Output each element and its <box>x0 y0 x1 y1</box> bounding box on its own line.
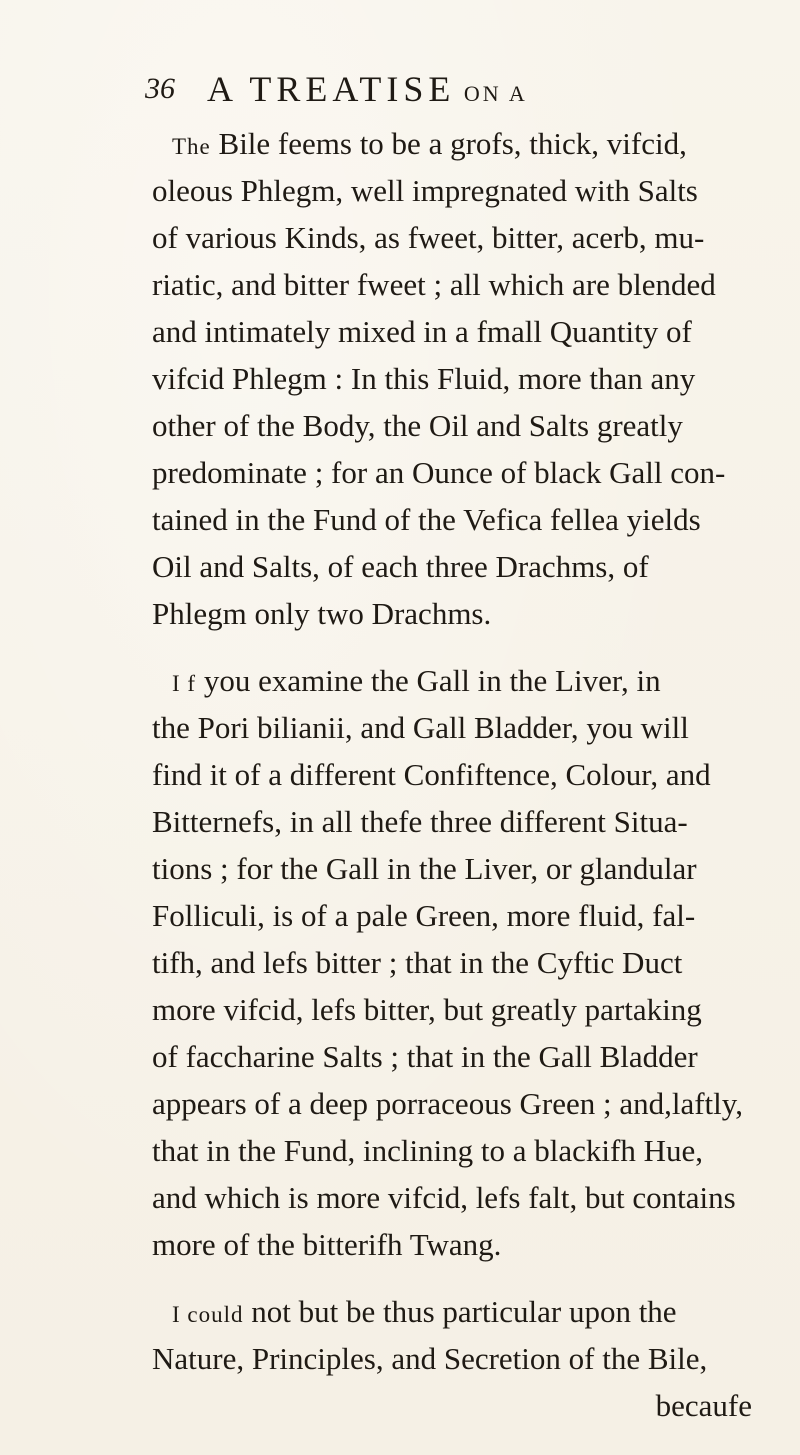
paragraph-bile-description <box>152 120 752 637</box>
text-line: I f you examine the Gall in the Liver, in <box>172 663 661 698</box>
text-line: more of the bitterifh Twang. <box>152 1227 502 1262</box>
running-header <box>145 68 745 116</box>
page-number: 36 <box>145 72 175 105</box>
text-line: oleous Phlegm, well impregnated with Salts <box>152 173 698 208</box>
text-line: appears of a deep porraceous Green ; and,laftly, <box>152 1086 744 1121</box>
catchword: becaufe <box>655 1388 752 1423</box>
lead-word: I f <box>172 671 197 696</box>
text-line: Oil and Salts, of each three Drachms, of <box>152 549 649 584</box>
running-title <box>207 68 528 110</box>
text-line: Nature, Principles, and Secretion of the Bile, <box>152 1341 708 1376</box>
body-text <box>152 120 752 1449</box>
text-line: riatic, and bitter fweet ; all which are blended <box>152 267 716 302</box>
text-line: Bitternefs, in all thefe three different Situa- <box>152 804 688 839</box>
running-title-small: ON A <box>455 81 528 106</box>
text-line: Phlegm only two Drachms. <box>152 596 492 631</box>
text-line: and intimately mixed in a fmall Quantity of <box>152 314 692 349</box>
lead-word: The <box>172 134 211 159</box>
text-line: more vifcid, lefs bitter, but greatly partaking <box>152 992 702 1027</box>
text-line: that in the Fund, inclining to a blackifh Hue, <box>152 1133 704 1168</box>
text-line: of faccharine Salts ; that in the Gall Bladder <box>152 1039 698 1074</box>
text-line: tifh, and lefs bitter ; that in the Cyftic Duct <box>152 945 683 980</box>
lead-word: I could <box>172 1302 244 1327</box>
text-line: tained in the Fund of the Vefica fellea yields <box>152 502 701 537</box>
text-line: other of the Body, the Oil and Salts greatly <box>152 408 683 443</box>
text-line: Folliculi, is of a pale Green, more fluid, fal- <box>152 898 696 933</box>
text-line: predominate ; for an Ounce of black Gall con- <box>152 455 726 490</box>
text-line: I could not but be thus particular upon the <box>172 1294 677 1329</box>
text-line: tions ; for the Gall in the Liver, or glandular <box>152 851 697 886</box>
text-line: the Pori bilianii, and Gall Bladder, you will <box>152 710 689 745</box>
text-line: vifcid Phlegm : In this Fluid, more than any <box>152 361 696 396</box>
text-line: find it of a different Confiftence, Colour, and <box>152 757 711 792</box>
text-line: of various Kinds, as fweet, bitter, acerb, mu- <box>152 220 705 255</box>
running-title-main: A TREATISE <box>207 69 456 109</box>
paragraph-gall-examination <box>152 657 752 1268</box>
text-line: The Bile feems to be a grofs, thick, vifcid, <box>172 126 687 161</box>
paragraph-particular <box>152 1288 752 1429</box>
text-line: and which is more vifcid, lefs falt, but contains <box>152 1180 736 1215</box>
